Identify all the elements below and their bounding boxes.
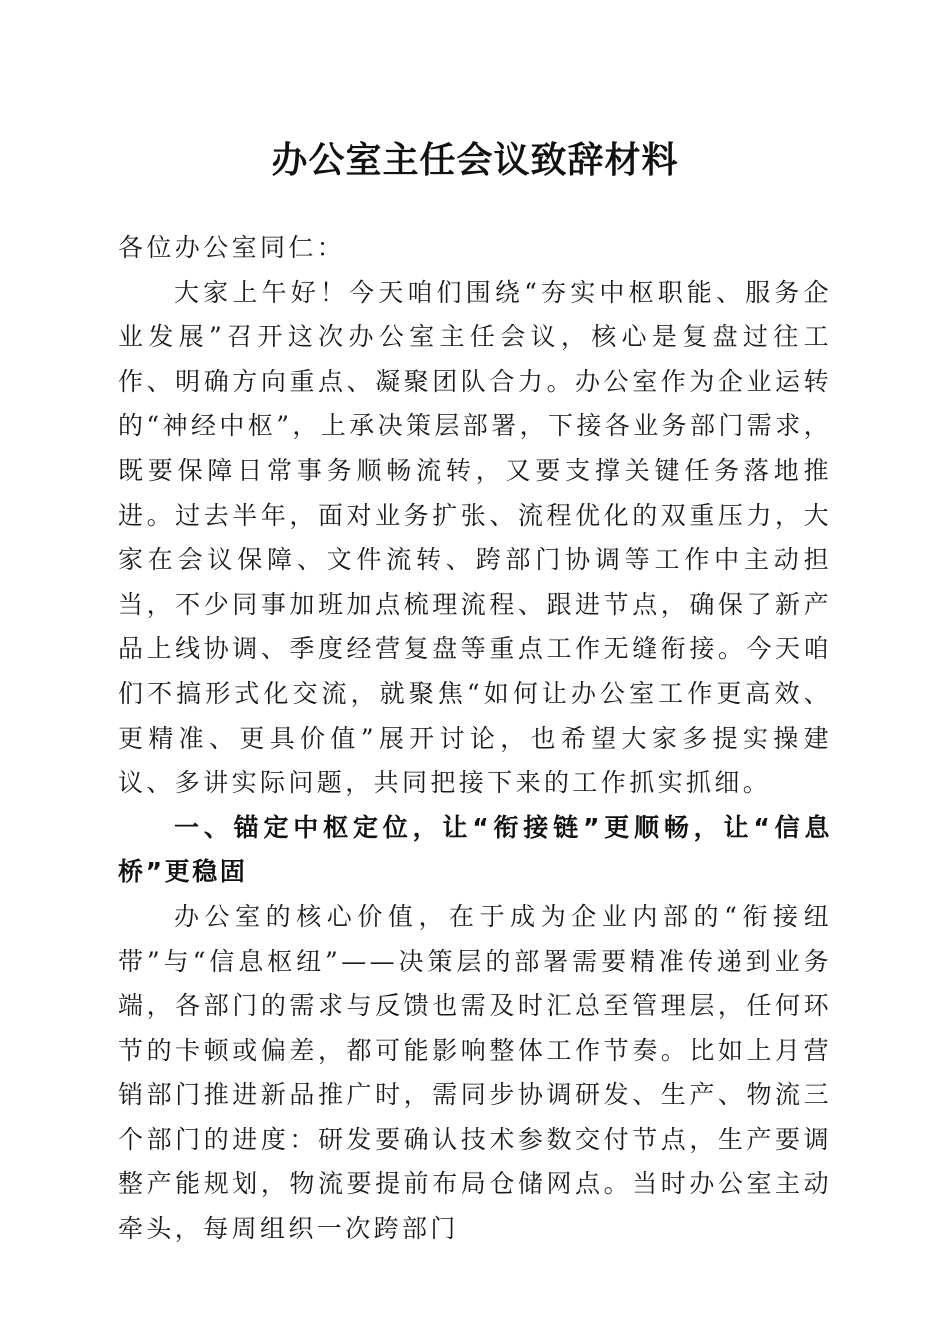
opening-paragraph: 大家上午好！今天咱们围绕“夯实中枢职能、服务企业发展”召开这次办公室主任会议，核心是复盘过往工作、明确方向重点、凝聚团队合力。办公室作为企业运转的“神经中枢”，上承决策层部署，下接各业务部门需求，既要保障日常事务顺畅流转，又要支撑关键任务落地推进。过去半年，面对业务扩张、流程优化的双重压力，大家在会议保障、文件流转、跨部门协调等工作中主动担当，不少同事加班加点梳理流程、跟进节点，确保了新产品上线协调、季度经营复盘等重点工作无缝衔接。今天咱们不搞形式化交流，就聚焦“如何让办公室工作更高效、更精准、更具价值”展开讨论，也希望大家多提实操建议、多讲实际问题，共同把接下来的工作抓实抓细。 <box>118 277 832 798</box>
document-title: 办公室主任会议致辞材料 <box>271 139 679 181</box>
section-heading-1: 一、锚定中枢定位，让“衔接链”更顺畅，让“信息桥”更稳固 <box>118 812 832 887</box>
document-body <box>118 226 832 1252</box>
salutation: 各位办公室同仁： <box>118 233 346 262</box>
section-1-paragraph: 办公室的核心价值，在于成为企业内部的“衔接纽带”与“信息枢纽”——决策层的部署需要精准传递到业务端，各部门的需求与反馈也需及时汇总至管理层，任何环节的卡顿或偏差，都可能影响整体工作节奏。比如上月营销部门推进新品推广时，需同步协调研发、生产、物流三个部门的进度：研发要确认技术参数交付节点，生产要调整产能规划，物流要提前布局仓储网点。当时办公室主动牵头，每周组织一次跨部门 <box>118 901 832 1244</box>
